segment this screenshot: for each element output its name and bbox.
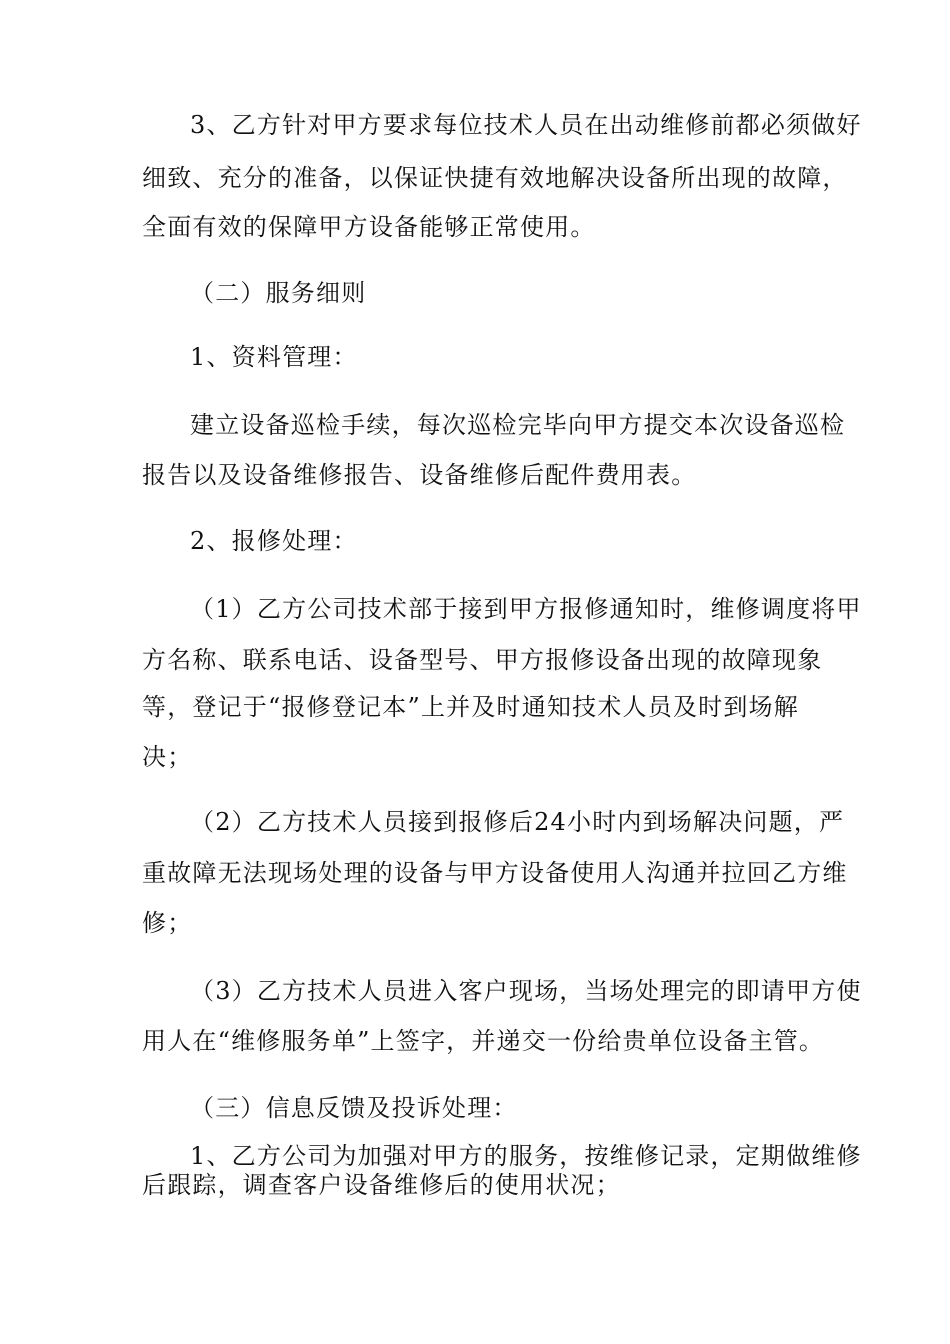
section-heading-service-rules: （二）服务细则: [190, 279, 367, 307]
subheading-data-management: 1、资料管理：: [190, 343, 358, 371]
section-heading-feedback: （三）信息反馈及投诉处理：: [190, 1094, 518, 1122]
repair-item-1-line-4: 决；: [142, 743, 193, 771]
repair-item-1-line-1: （1）乙方公司技术部于接到甲方报修通知时，维修调度将甲: [190, 595, 862, 623]
repair-item-3-line-1: （3）乙方技术人员进入客户现场，当场处理完的即请甲方使: [190, 977, 862, 1005]
repair-item-2-line-2: 重故障无法现场处理的设备与甲方设备使用人沟通并拉回乙方维: [142, 859, 848, 887]
repair-item-3-line-2: 用人在“维修服务单”上签字，并递交一份给贵单位设备主管。: [142, 1027, 825, 1055]
subheading-repair-handling: 2、报修处理：: [190, 527, 358, 555]
paragraph-3-line-1: 3、乙方针对甲方要求每位技术人员在出动维修前都必须做好: [190, 111, 862, 139]
feedback-item-1-line-1: 1、乙方公司为加强对甲方的服务，按维修记录，定期做维修: [190, 1142, 862, 1170]
repair-item-2-line-1: （2）乙方技术人员接到报修后24小时内到场解决问题，严: [190, 808, 845, 836]
repair-item-2-line-3: 修；: [142, 909, 193, 937]
data-management-line-1: 建立设备巡检手续，每次巡检完毕向甲方提交本次设备巡检: [190, 411, 846, 439]
feedback-item-1-line-2: 后跟踪，调查客户设备维修后的使用状况；: [142, 1171, 621, 1199]
paragraph-3-line-3: 全面有效的保障甲方设备能够正常使用。: [142, 213, 596, 241]
repair-item-1-line-2: 方名称、联系电话、设备型号、甲方报修设备出现的故障现象: [142, 646, 823, 674]
data-management-line-2: 报告以及设备维修报告、设备维修后配件费用表。: [142, 461, 697, 489]
paragraph-3-line-2: 细致、充分的准备，以保证快捷有效地解决设备所出现的故障，: [142, 164, 848, 192]
repair-item-1-line-3: 等，登记于“报修登记本”上并及时通知技术人员及时到场解: [142, 693, 799, 721]
